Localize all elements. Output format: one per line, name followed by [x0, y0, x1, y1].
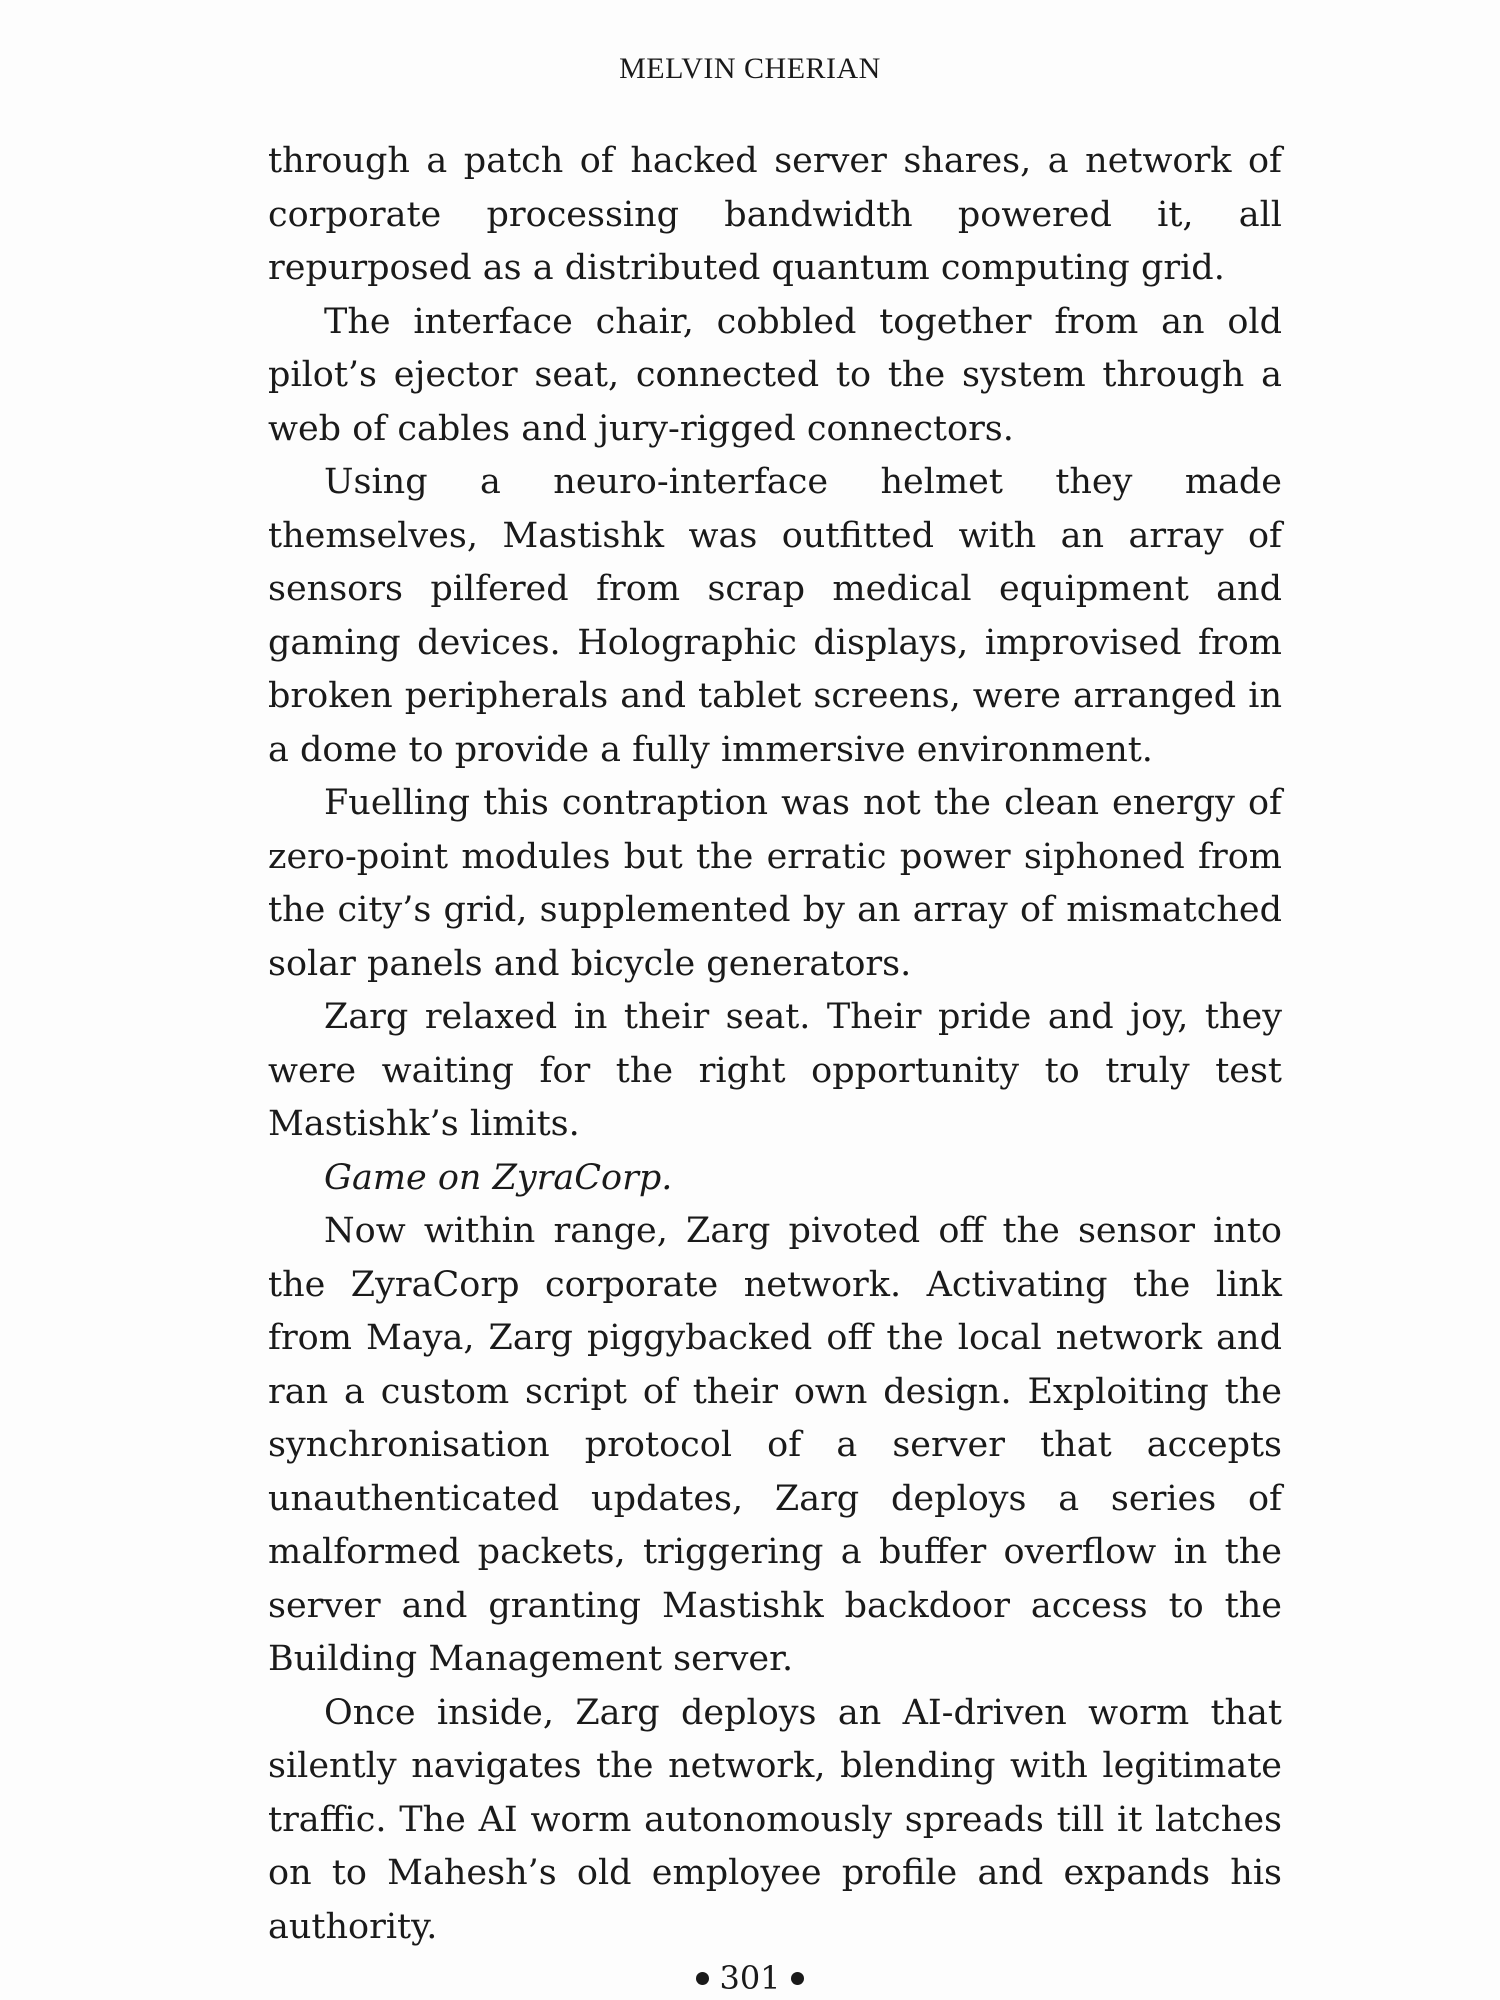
paragraph-game-on: Game on ZyraCorp. [324, 1157, 673, 1198]
paragraph-neuro-interface: Using a neuro-interface helmet they made themselves, Mastishk was outfitted with an array of sensors pilfered from scrap medical equipment and gaming devices. Holographic displays, improvised from broken peripherals and tablet screens, were arranged in a dome to provide a fully immersive environment. [268, 462, 1282, 770]
paragraph-zarg-relaxed: Zarg relaxed in their seat. Their pride and joy, they were waiting for the right opportunity to truly test Mastishk’s limits. [268, 997, 1282, 1144]
paragraph-interface-chair: The interface chair, cobbled together from an old pilot’s ejector seat, connected to the system through a web of cables and jury-rigged connectors. [268, 301, 1282, 449]
running-head: MELVIN CHERIAN [619, 52, 881, 85]
paragraph-fuelling: Fuelling this contraption was not the clean energy of zero-point modules but the erratic power siphoned from the city’s grid, supplemented by an array of mismatched solar panels and bicycle generators. [268, 783, 1282, 984]
body-text [268, 135, 1282, 1954]
page-number: 301 [719, 1959, 781, 1997]
paragraph-within-range: Now within range, Zarg pivoted off the sensor into the ZyraCorp corporate network. Activating the link from Maya, Zarg piggybacked off the local network and ran a custom script of their own design. Exploiting the synchronisation protocol of a server that accepts unauthenticated updates, Zarg deploys a series of malformed packets, triggering a buffer overflow in the server and granting Mastishk backdoor access to the Building Management server. [268, 1211, 1282, 1679]
bullet-ornament-right [791, 1972, 804, 1985]
paragraph-once-inside: Once inside, Zarg deploys an AI-driven worm that silently navigates the network, blending with legitimate traffic. The AI worm autonomously spreads till it latches on to Mahesh’s old employee profile and expands his authority. [268, 1692, 1282, 1947]
paragraph-continuation: through a patch of hacked server shares, a network of corporate processing bandwidth powered it, all repurposed as a distributed quantum computing grid. [268, 141, 1282, 288]
page-footer [0, 1958, 1500, 1998]
bullet-ornament-left [696, 1972, 709, 1985]
